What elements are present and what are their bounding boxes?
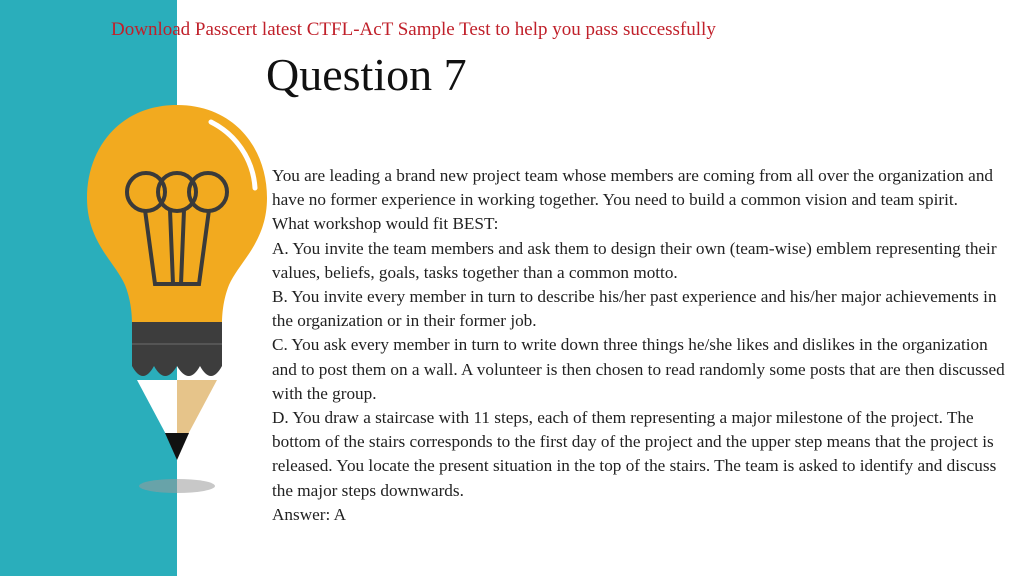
- lightbulb-pencil-icon: [85, 100, 275, 500]
- question-prompt: What workshop would fit BEST:: [272, 214, 499, 234]
- page-title: Question 7: [266, 49, 467, 100]
- option-b: B. You invite every member in turn to describe his/her past experience and his/her major achievements in the organization or in their former job.: [272, 287, 997, 331]
- question-body: [272, 164, 1012, 527]
- answer-text: Answer: A: [272, 504, 346, 524]
- question-text: You are leading a brand new project team whose members are coming from all over the organization and have no former experience in working together. You need to build a common vision and team spirit.: [272, 166, 994, 210]
- option-c: C. You ask every member in turn to write down three things he/she likes and dislikes in the organization and to post them on a wall. A volunteer is then chosen to read randomly some posts that are then discussed with the group.: [272, 335, 1005, 403]
- download-banner: Download Passcert latest CTFL-AcT Sample Test to help you pass successfully: [111, 19, 716, 40]
- option-a: A. You invite the team members and ask them to design their own (team-wise) emblem representing their values, beliefs, goals, tasks together than a common motto.: [272, 238, 997, 282]
- option-d: D. You draw a staircase with 11 steps, each of them representing a major milestone of the project. The bottom of the stairs corresponds to the first day of the project and the upper step means that the project is released. You locate the present situation in the top of the stairs. The team is asked to identify and discuss the major steps downwards.: [272, 408, 997, 500]
